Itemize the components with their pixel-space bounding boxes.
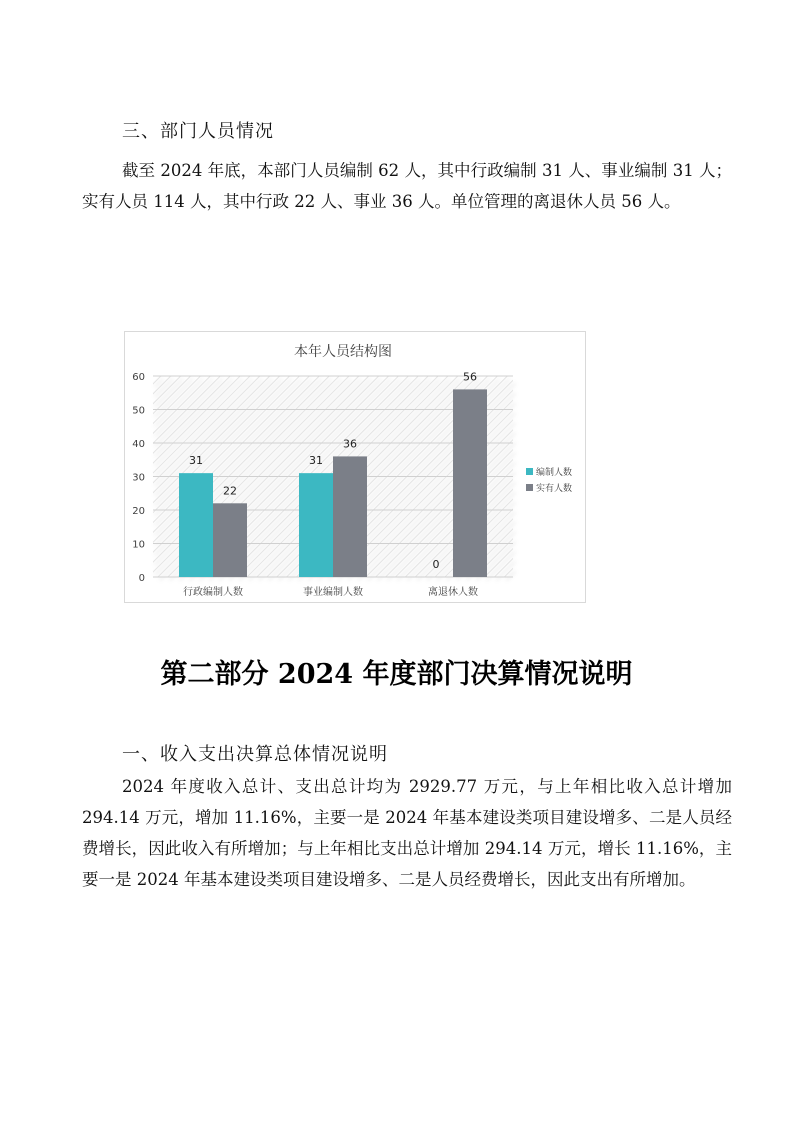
- chart-svg: [125, 332, 585, 602]
- y-tick-label: 60: [132, 372, 145, 383]
- data-label: 22: [223, 484, 237, 498]
- x-tick-label: 事业编制人数: [303, 587, 363, 598]
- data-label: 31: [189, 454, 203, 468]
- section-heading-income-expense: 一、收入支出决算总体情况说明: [122, 744, 388, 765]
- y-tick-label: 10: [132, 539, 145, 551]
- y-tick-label: 0: [138, 573, 145, 584]
- legend-label: 实有人数: [536, 484, 573, 494]
- data-label: 56: [463, 370, 477, 384]
- legend-swatch: [526, 468, 533, 475]
- x-tick-label: 离退休人数: [428, 587, 478, 598]
- legend-label: 编制人数: [536, 468, 573, 478]
- chart-title: 本年人员结构图: [294, 344, 392, 360]
- y-tick-label: 50: [132, 405, 145, 417]
- y-tick-label: 20: [132, 506, 145, 517]
- data-label: 0: [432, 558, 440, 571]
- legend-swatch: [526, 484, 533, 491]
- staff-paragraph: 截至 2024 年底，本部门人员编制 62 人，其中行政编制 31 人、事业编制 31 人；实有人员 114 人，其中行政 22 人、事业 36 人。单位管理的离退休人员 56 人。: [82, 161, 732, 211]
- part-title: 第二部分 2024 年度部门决算情况说明: [160, 659, 633, 690]
- staff-structure-chart: [124, 331, 586, 603]
- bar-staffing: [299, 473, 333, 577]
- data-label: 31: [309, 454, 323, 468]
- y-tick-label: 30: [132, 472, 145, 484]
- section-heading-staff: 三、部门人员情况: [122, 121, 274, 142]
- bar-actual: [333, 456, 367, 577]
- income-expense-paragraph: 2024 年度收入总计、支出总计均为 2929.77 万元，与上年相比收入总计增加 294.14 万元，增加 11.16%，主要一是 2024 年基本建设类项目建设增多、二是人员经费增长，因此收入有所增加；与上年相比支出总计增加 294.14 万元，增长 11.16%，主要一是 2024 年基本建设类项目建设增多、二是人员经费增长，因此支出有所增加。: [82, 777, 732, 889]
- x-tick-label: 行政编制人数: [183, 587, 243, 598]
- y-tick-label: 40: [132, 439, 145, 450]
- bar-actual: [453, 389, 487, 577]
- bar-staffing: [179, 473, 213, 577]
- bar-actual: [213, 503, 247, 577]
- data-label: 36: [343, 437, 357, 451]
